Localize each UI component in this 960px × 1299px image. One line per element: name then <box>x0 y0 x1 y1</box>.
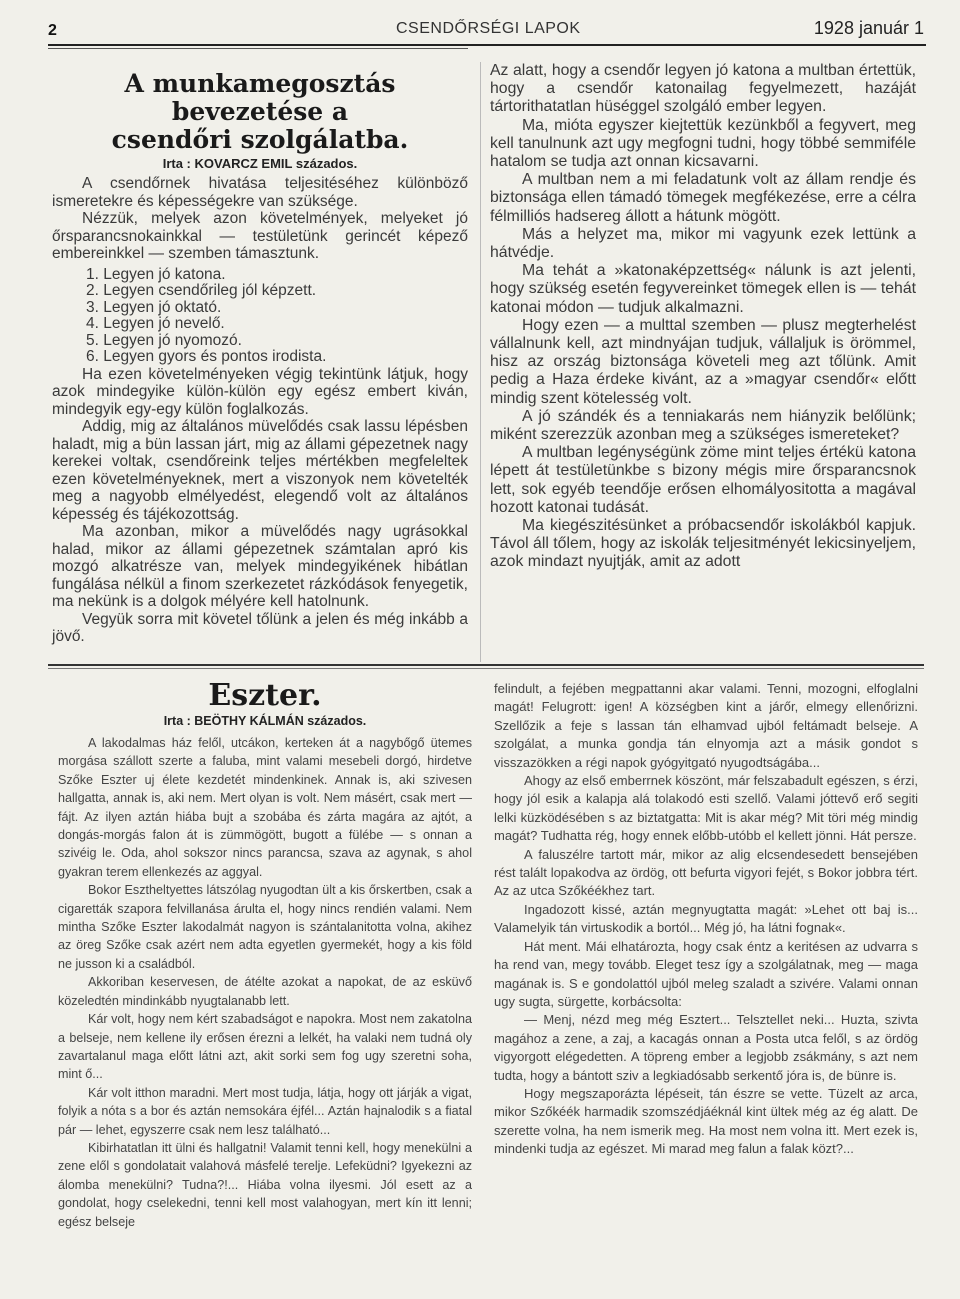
article2-byline: Irta : BEÖTHY KÁLMÁN százados. <box>163 714 367 728</box>
article1-right-paragraph: Ma tehát a »katonaképzettség« nálunk is azt jelenti, hogy szükség esetén fegyvereinket tömegek ellen is — tehát katonai módon — tudjuk alkalmazni. <box>490 262 916 316</box>
article1-paragraph: Ma azonban, mikor a müvelődés nagy ugrásokkal halad, mikor az állami gépezetnek számtalan apró kis mozgó alkatrésze van, melyek mindegyikének hibátlan fungálása nélkül a finom szerkezetet rázkódások fenyegetik, ma nekünk is a dolgok mélyére kell hatolnunk. <box>52 523 468 610</box>
requirements-list-item: 5. Legyen jó nyomozó. <box>86 331 242 349</box>
requirements-list-item: 6. Legyen gyors és pontos irodista. <box>86 348 327 365</box>
publication-title: CSENDŐRSÉGI LAPOK <box>396 20 581 37</box>
requirements-list <box>52 267 468 366</box>
requirements-list-item: 4. Legyen jó nevelő. <box>86 315 225 332</box>
article1-paragraph: Ha ezen követelményeken végig tekintünk látjuk, hogy azok mindegyike külön-külön egy egész embert kiván, mindegyik egy-egy külön foglalkozás. <box>52 365 468 418</box>
section-rule-thin <box>48 668 924 669</box>
article2-right-paragraph: felindult, a fejében megpattanni akar valami. Tenni, mozogni, elfoglalni magát! Felugrott: igen! A községben kint a járőr, elmegy ellenőrizni. Szellőzik a feje s lassan tán elhamvad ujból feltámadt belseje. A szolgálat, a munka gondja tán elnyomja azt a másik gondot s visszazökken a régi napok gyógyitgató nyugodtságába... <box>494 681 918 770</box>
article2-body-left <box>58 734 472 1231</box>
article2-paragraph: Kár volt, hogy nem kért szabadságot e napokra. Most nem zakatolna a belseje, nem kellene ily erősen érezni a lelkét, ha valaki nem tudná oly zavartalanul maga előtt látni azt, akit sorki sem fog ugy szeretni soha, mint ő... <box>58 1012 472 1082</box>
article2-left-column <box>58 680 472 1231</box>
article1-title-line2: csendőri szolgálatba. <box>111 125 409 154</box>
article2-paragraph: Kibirhatatlan itt ülni és hallgatni! Valamit tenni kell, hogy menekülni a zene elől s gondolatait valahová másfelé terelje. Lefeküdni? Igyekezni az álomba menekülni? Tudna?!... Hiába volna ilyesmi. Jól esett az a gondolat, hogy cselekedni, tenni kell most valahogyan, mert kín itt lenni; egész belseje <box>58 1140 472 1229</box>
article2-title: Eszter. <box>208 678 322 713</box>
article1-right-paragraph: Ma, mióta egyszer kiejtettük kezünkből a fegyvert, meg kell tanulnunk azt ugy megfogni tudni, hogy többé semmiféle hatalom se tudja azt onnan kicsavarni. <box>490 116 916 171</box>
issue-date: 1928 január 1 <box>813 18 924 38</box>
article1-paragraph: Vegyük sorra mit követel tőlünk a jelen és még inkább a jövő. <box>52 610 468 645</box>
article1-right-column <box>490 62 916 572</box>
article2-paragraph: A lakodalmas ház felől, utcákon, kerteken át a nagybőgő ütemes morgása szállott szerte a faluba, mint valami mesebeli dorgó, hirdetve Szőke Eszter uj élete kezdetét mindenkinek. Annak is, aki szivesen hallgatta, annak is, aki nem. Mert olyan is volt. Nem másért, csak mert — fájt. Az ilyen aztán hiába bujt a szobába és zárta magára az ajtót, a dongás-morgás falon át is zümmögött, bugott a fülébe — s onnan a szivéig le. Oda, ahol sokszor nincs parancsa, szava az agynak, s ahol gyakran terem ellenkezés az aggyal. <box>58 736 472 879</box>
article2-right-paragraph: A faluszélre tartott már, mikor az alig elcsendesedett bensejében rést talált lopakodva az ördög, ott befurta vigyori fejét, s Bokor jobbra tért. Az az utca Szőkéékhez tart. <box>494 846 918 899</box>
article2-right-paragraph: Ahogy az első emberrnek köszönt, már felszabadult egészen, s érzi, hogy jól esik a kalapja alá tolakodó esti szellő. Valami jóttevő erő segiti lelki küzködésében s az biztatgatta: Mit is akar még? Mit töri még mindig magát? Tudhatta rég, hogy ennek előbb-utóbb el kellett jönni. Hát persze. <box>494 773 918 844</box>
article2-paragraph: Kár volt itthon maradni. Mert most tudja, látja, hogy ott járják a vigat, folyik a nóta s a bor és aztán nemsokára éjfél... Aztán hajnalodik s a fiatal pár — lehet, egyszerre csak nem lesz található... <box>58 1085 472 1137</box>
article1-right-paragraph: Az alatt, hogy a csendőr legyen jó katona a multban értettük, hogy a csendőr katonailag fegyelmezett, hazáját tártorithatatlan hüséggel szolgáló ember legyen. <box>490 62 916 116</box>
article2-right-paragraph: — Menj, nézd meg még Esztert... Telsztellet neki... Huzta, szivta magához a zene, a zaj, a kacagás onnan a Posta utca felől, s az ördög vigyorgott elégedetten. A töpreng ember a legjobb zsákmány, s azt nem tudta, hogy a bántott sziv a legkiadósabb serkentő jóra is, de bünre is. <box>494 1012 918 1083</box>
article1-paragraph: Addig, mig az általános müvelődés csak lassu lépésben haladt, mig a bün lassan járt, mig az állami gépezetnek nagy kerekei voltak, csendőreink teljes mértékben megfeleltek ezen követelményeknek, mert a viszonyok nem követelték meg a nagyobb elmélyedést, elegendő volt az általános képesség és tájékozottság. <box>52 418 468 523</box>
article1-right-paragraph: A multban nem a mi feladatunk volt az állam rendje és biztonsága ellen támadó tömegek megfékezése, erre a célra félmilliós hadsereg állott a hátunk mögött. <box>490 171 916 225</box>
column-divider <box>480 62 481 662</box>
page-number: 2 <box>48 22 57 39</box>
article1-intro-paragraph: A csendőrnek hivatása teljesitéséhez különböző ismeretekre és képességekre van szüksége. <box>52 175 468 210</box>
article1-left-column <box>52 70 468 646</box>
article2-paragraph: Akkoriban keservesen, de átélte azokat a napokat, de az esküvő közeledtén mindinkább nyugtalanabb lett. <box>58 975 472 1008</box>
requirements-list-item: 1. Legyen jó katona. <box>86 265 226 283</box>
requirements-list-item: 2. Legyen csendőrileg jól képzett. <box>86 282 317 299</box>
article1-byline: Irta : KOVARCZ EMIL százados. <box>162 156 358 171</box>
article1-title-line1: A munkamegosztás bevezetése a <box>124 69 396 126</box>
requirements-list-item: 3. Legyen jó oktató. <box>86 298 222 316</box>
article1-right-paragraph: A multban legénységünk zöme mint teljes értékü katona lépett át testületünkbe s bizony mégis mire őrsparancsnok lett, sok egyéb teendője erősen elhomályositotta a magával hozott katonai tudását. <box>490 444 916 516</box>
article1-right-paragraph: Hogy ezen — a multtal szemben — plusz megterhelést vállalnunk kell, azt mindnyájan tudjuk, vállaljuk is örömmel, hisz az ország biztonsága követeli meg azt tőlünk. Amit pedig a Haza érdeke kivánt, az a »magyar csendőr« előtt mindig szent kötelesség volt. <box>490 316 916 407</box>
article1-right-paragraph: Más a helyzet ma, mikor mi vagyunk ezek lettünk a hátvédje. <box>490 225 916 262</box>
article2-right-paragraph: Hogy megszaporázta lépéseit, tán észre se vette. Tüzelt az arca, mikor Szőkéék harmadik szomszédjáéknál kint ültek még az ég alatt. De szerette volna, ha nem ismerik meg. Ha most nem volna itt. Mert ezek is, mindenki tudja az egészet. Mi marad meg falun a falak közt?... <box>494 1085 918 1157</box>
article1-right-paragraph: Ma kiegészitésünket a próbacsendőr iskolákból kapjuk. Távol áll tőlem, hogy az iskolák teljesitményét lekicsinyeljem, azok mindazt nyujtják, amit az adott <box>490 517 916 571</box>
article1-intro-paragraph: Nézzük, melyek azon követelmények, melyeket jó őrsparancsnokainkkal — testületünk gerincét képező embereinkkel — szemben támasztunk. <box>52 210 468 262</box>
article2-paragraph: Bokor Esztheltyettes látszólag nyugodtan ült a kis őrskertben, csak a cigaretták szapora felvillanása árulta el, hogy nincs rendién valami. Nem mintha Szőke Eszter lakodalmát nagyon is szántalanitotta volna, akihez az öreg Szőke csak azért nem adta egyetlen gyermekét, hogy a kis föld ne jusson ki a családból. <box>58 883 472 971</box>
article2-right-paragraph: Hát ment. Mái elhatározta, hogy csak éntz a keritésen az udvarra s ha rend van, megy tovább. Eleget tesz így a szolgálatnak, meg — maga magának is. S e gondolattól ujból meleg szaladt a szivére. Valami onnan ugy sugta, sürgette, korbácsolta: <box>494 938 918 1009</box>
header-rule-thin <box>48 48 468 49</box>
article1-right-paragraph: A jó szándék és a tenniakarás nem hiányzik belőlünk; miként szerezzük azonban meg a szükséges ismereteket? <box>490 407 916 444</box>
article2-right-paragraph: Ingadozott kissé, aztán megnyugtatta magát: »Lehet ott baj is... Valamelyik tán virtuskodik a bortól... Még jó, ha látni fognak«. <box>494 901 918 936</box>
article1-body <box>52 175 468 646</box>
article1-title <box>52 70 468 154</box>
header-rule <box>48 44 926 46</box>
page-header <box>48 18 924 42</box>
section-rule <box>48 664 924 666</box>
article2-right-column <box>494 680 918 1159</box>
